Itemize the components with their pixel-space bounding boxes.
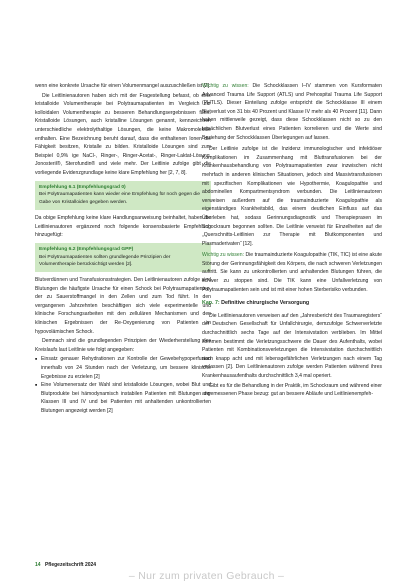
recommendation-box-6-1: [35, 181, 211, 210]
watermark: – Nur zum privaten Gebrauch –: [128, 570, 285, 582]
info-paragraph: [202, 82, 382, 142]
section-heading: [202, 299, 382, 308]
bullet-list: [35, 355, 211, 415]
recommendation-text: Bei Polytraumapatienten sollten grundlegende Prinzipien der Volumentherapie berücksichtigt werden [2].: [39, 254, 171, 268]
paragraph: Da obige Empfehlung keine klare Handlungsanweisung beinhaltet, haben die Leitlinienautoren ergänzend noch folgende konsensbasierte Empfehlung hinzugefügt:: [35, 214, 211, 239]
paragraph: Gibt es für die Behandlung in der Praktik, im Schockraum und während einer angemessenen Phase bezug: gut an bessere Abläufe und Leitlinienempfeh-: [202, 382, 382, 398]
list-item: ■ Eine Volumenersatz der Wahl sind kristalloide Lösungen, wobei Blut und Blutprodukte bei hämodynamisch instabilen Patienten mit Blutungen der Klassen III und IV und bei Patienten mit anhaltenden unkontrollierten Blutungen angezeigt werden [2]: [35, 381, 211, 415]
left-column: [35, 82, 211, 416]
recommendation-title: Empfehlung 6.2 (Empfehlungsgrad GPP): [39, 246, 134, 252]
paragraph: Blutverdünnen und Transfusionsstrategien. Den Leitlinienautoren zufolge sind Blutungen die häufigste Ursache für einen Schock bei Polytraumapatienten, der zu Sauerstoffmangel in den Zellen und zum Tod führt. In den vergangenen Jahrzehnten beschäftigen sich viele experimentelle und klinische Forschungsarbeiten mit den zellulären Mechanismen und den klinischen Ergebnissen der Re-Oxygenierung von Patienten im hypovolämischen Schock.: [35, 277, 211, 335]
section-title: Definitive chirurgische Versorgung: [221, 300, 310, 307]
list-item: ■ Einsatz genauer Rehydrationen zur Kontrolle der Gewebehypoperfusion innerhalb von 24 Stunden nach der Verletzung, um bessere klinische Ergebnisse zu erzielen [2]: [35, 355, 211, 381]
important-lead: Wichtig zu wissen:: [202, 83, 249, 89]
paragraph: Die Leitlinienautoren verweisen auf den „Jahresbericht des Traumaregisters“ der Deutschen Gesellschaft für Unfallchirurgie, demzufolge Schwerverletzte durchschnittlich sechs Tage auf der Intensivstation verblieben. Im Mittel kommen bestimmt die Verletzungsschwere die Dauer des Aufenthalts, wobei Patienten mit Kombinationsverletzungen die Intensivstation durchschnittlich nach knapp acht und mit lebensgefährlichen Verletzungen nach einem Tag verlassen [2]. Den Leitlinienautoren zufolge werden Patienten während ihres Krankenhausaufenthalts durchschnittlich 3,4 mal operiert.: [202, 312, 382, 379]
recommendation-text: Bei Polytraumapatienten kann wieder eine Empfehlung für noch gegen die Gabe von Kristalloiden gegeben werden.: [39, 192, 200, 206]
paragraph: Demnach sind die grundlegenden Prinzipien der Wiederherstellung des Kreislaufs laut Leitlinie wie folgt angegeben:: [35, 338, 211, 353]
paragraph: Der Leitlinie zufolge ist die Inzidenz immunologischer und infektiöser Komplikationen im Zusammenhang mit Bluttransfusionen bei der Krankenhausbehandlung von Polytraumapatienten zwar inzwischen nicht mehrfach in anderen klinischen Situationen, jedoch sind Massivtransfusionen mit spezifischen Komplikationen wie Hypothermie, Koagulopathie und abdominellen Kompartmentsyndrom verbunden. Die Leitlinienautoren verweisen außerdem auf die traumainduzierte Koagulopathie als eigenständiges Krankheitsbild, das einem deutlichen Einfluss auf das Überleben hat, sodass Gerinnungsdiagnostik und Therapiepraxen im Schockraum begonnen sollten. Die Leitlinie verweist für Einzelheiten auf die „Querschnitts-Leitlinien zur Therapie mit Blutkomponenten und Plasmaderivaten“ [12].: [202, 146, 382, 247]
section-number: Kap. 7:: [202, 300, 220, 307]
recommendation-title: Empfehlung 6.1 (Empfehlungsgrad 0): [39, 184, 126, 190]
info-paragraph: [202, 251, 382, 294]
paragraph-text: Die traumainduzierte Koagulopathie (TIK, TIC) ist eine akute Störung der Gerinnungsfähigkeit des Körpers, die nach schweren Verletzungen auftritt. Sie kann zu unkontrollierten und anhaltenden Blutungen führen, die schwer zu stoppen sind. Die TIK kann eine Unfallverletzung von Polytraumapatienten sein und ist mit einer hohen Sterberisiko verbunden.: [202, 252, 382, 293]
paragraph: Die Leitlinienautoren haben sich mit der Fragestellung befasst, ob eine kristalloide Volumentherapie bei Polytraumapatienten im Vergleich zur kolloidalen Volumentherapie zu besseren Behandlungsergebnissen führt. Kristalloide Lösungen, auch kristalline Lösungen genannt, kennzeichnen unterschiedliche elektrolythaltige Lösungen, die keine Makromoleküle enthalten. Eine Bezeichnung beruht darauf, dass die enthaltenen Ionen die Fähigkeit besitzen, Kristalle zu bilden. Kristalloide Lösungen sind zum Beispiel 0,9% ige NaCl-, Ringer-, Ringer-Acetat-, Ringer-Laktat-Lösung, Jonosteril®, Sterofundin® und viele mehr. Der Leitlinie zufolge gibt die vorliegende Evidenzgrundlage keine klare Empfehlung her [2, 7, 8].: [35, 92, 211, 176]
recommendation-box-6-2: [35, 243, 211, 272]
paragraph-text: Die Schockklassen I–IV stammen von Kursformaten Advanced Trauma Life Support (ATLS) und Prehospital Trauma Life Support (PHTLS). Dieser Einteilung zufolge entspricht die Schockklasse III einem Blutverlust von 31 bis 40 Prozent und Klasse IV mehr als 40 Prozent [11]. Dann haben mittlerweile gezeigt, dass diese Schockklassen nicht so zu den tatsächlichen Blutverlust eines Patienten korrelieren und die Werte sind Beziehung der Schockklassen Überlegungen auf lassen.: [202, 83, 382, 141]
page-number: 14: [35, 562, 41, 568]
paragraph: wenn eine konkrete Ursache für einen Volumenmangel auszuschließen ist [2].: [35, 83, 211, 89]
journal-name: Pflegezeitschrift 2024: [44, 562, 97, 568]
right-column: [202, 82, 382, 400]
important-lead: Wichtig zu wissen:: [202, 252, 245, 259]
page-footer: [35, 562, 96, 568]
